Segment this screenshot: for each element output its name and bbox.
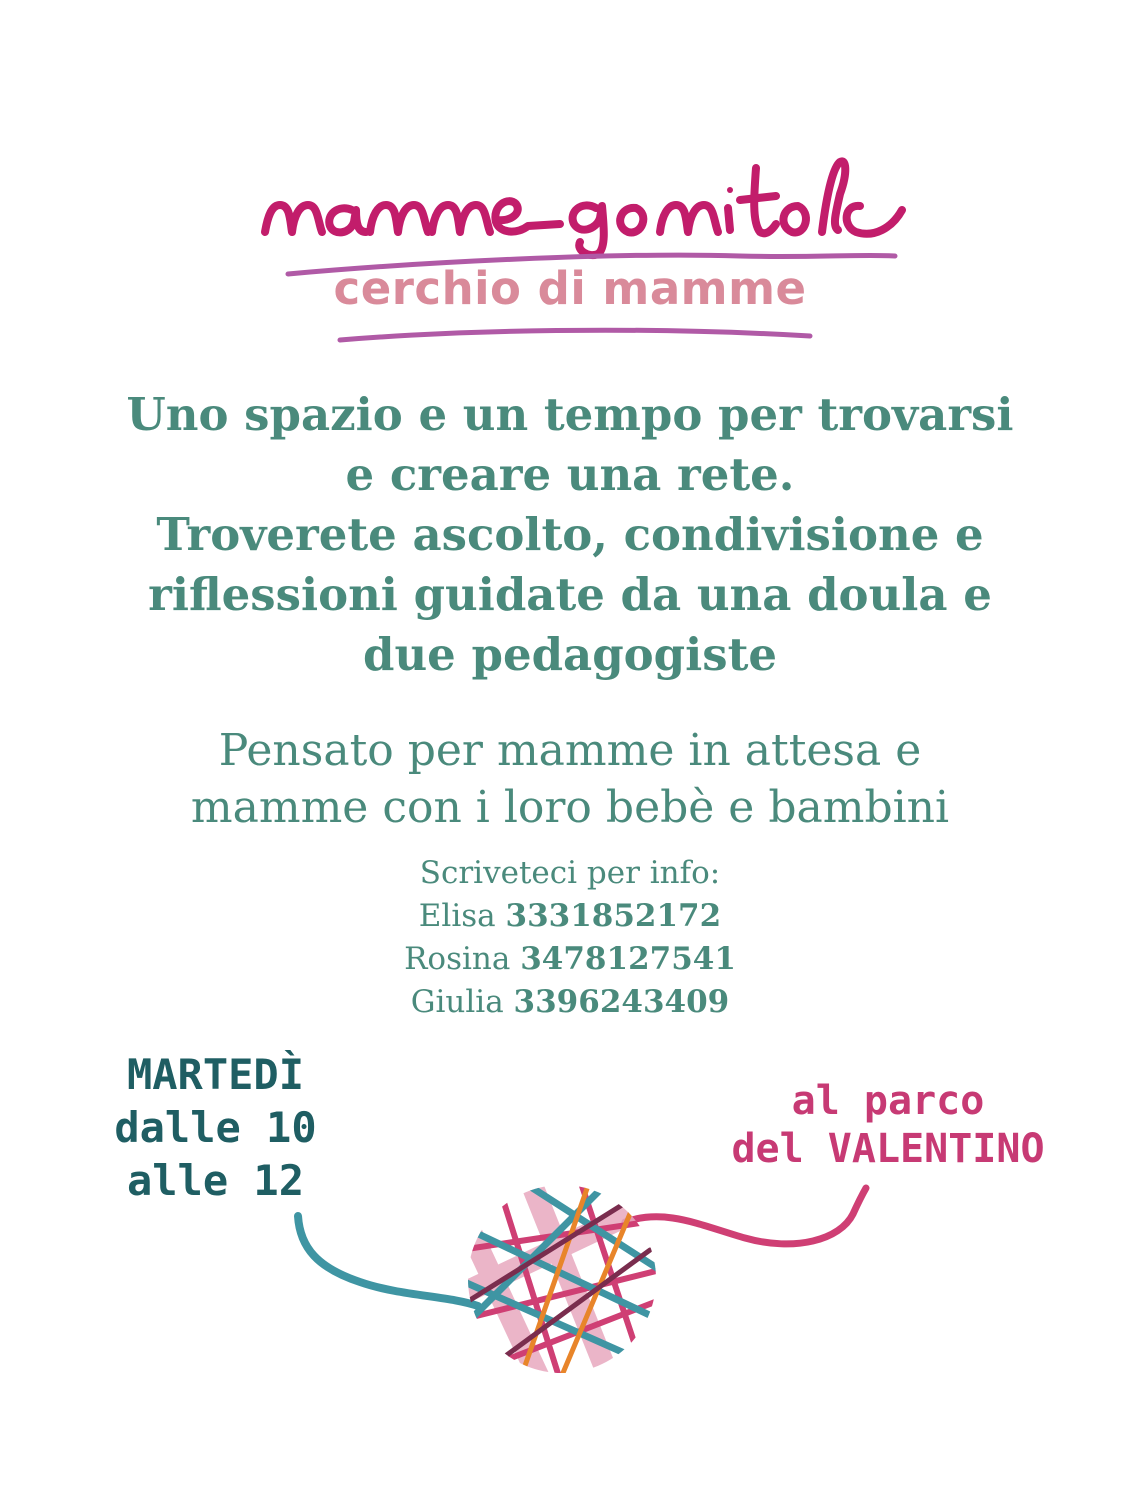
intro-line: Troverete ascolto, condivisione e [156, 508, 984, 561]
contact-name: Giulia [410, 984, 514, 1020]
intro-text [0, 385, 1125, 685]
intro-line: due pedagogiste [363, 628, 777, 681]
contacts-heading: Scriveteci per info: [419, 855, 721, 891]
contact-phone: 3396243409 [513, 984, 730, 1020]
contacts-block [0, 852, 1125, 1024]
yarn-ball-icon [460, 1180, 660, 1380]
intro-line: Uno spazio e un tempo per trovarsi [126, 388, 1014, 441]
schedule-line: dalle 10 [114, 1103, 317, 1152]
location-line: del VALENTINO [731, 1126, 1045, 1172]
contact-row [0, 938, 1125, 981]
target-line: mamme con i loro bebè e bambini [190, 782, 950, 833]
yarn-string-right [625, 1188, 866, 1244]
contact-phone: 3331852172 [505, 898, 722, 934]
logo-subtitle: cerchio di mamme [333, 262, 807, 315]
intro-line: e creare una rete. [345, 448, 795, 501]
schedule-line: alle 12 [126, 1156, 304, 1205]
contact-row [0, 895, 1125, 938]
contact-phone: 3478127541 [520, 941, 736, 977]
schedule-line: MARTEDÌ [126, 1050, 304, 1099]
contact-name: Elisa [418, 898, 506, 934]
target-line: Pensato per mamme in attesa e [218, 725, 922, 776]
yarn-string-left [298, 1216, 478, 1306]
logo-script [265, 161, 902, 255]
location-line: al parco [791, 1078, 985, 1124]
contact-row [0, 981, 1125, 1024]
intro-line: riflessioni guidate da una doula e [148, 568, 992, 621]
location-text [712, 1077, 1064, 1173]
subtitle-underline [340, 330, 810, 340]
schedule-text [108, 1048, 323, 1207]
target-audience-text [0, 722, 1125, 836]
contact-name: Rosina [404, 941, 521, 977]
